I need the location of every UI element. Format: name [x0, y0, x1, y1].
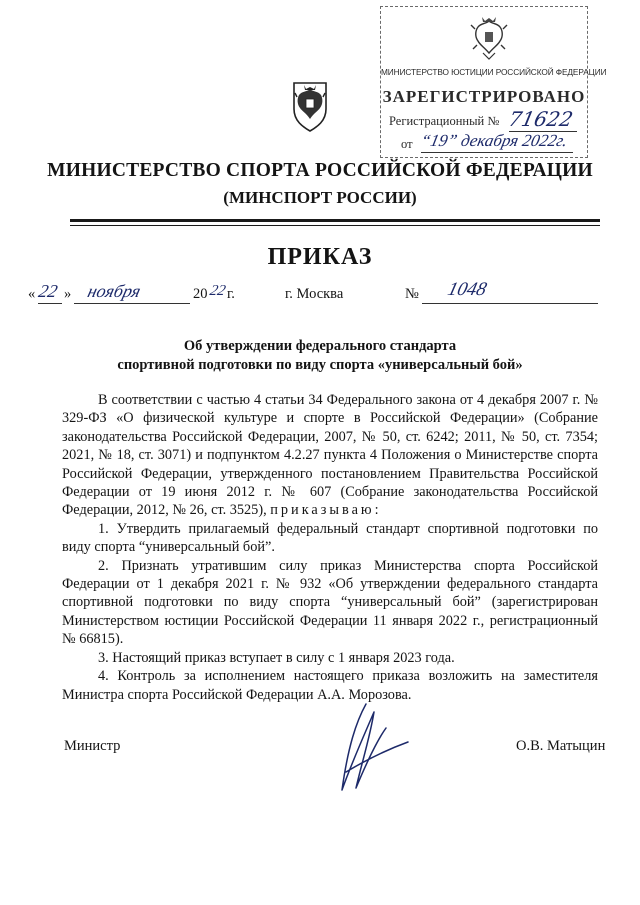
handwritten-signature [326, 702, 426, 794]
open-quote: « [28, 286, 36, 302]
body-paragraph-4: 3. Настоящий приказ вступает в силу с 1 января 2023 года. [98, 649, 455, 666]
stamp-date-label: от [401, 137, 413, 151]
signatory-name: О.В. Матыцин [516, 738, 606, 754]
document-type-title: ПРИКАЗ [267, 244, 373, 270]
stamp-regnum-value: 71622 [506, 107, 576, 131]
coat-of-arms-icon [287, 79, 333, 133]
close-quote: » [64, 286, 72, 302]
stamp-ministry-name: МИНИСТЕРСТВО ЮСТИЦИИ РОССИЙСКОЙ ФЕДЕРАЦИИ [381, 67, 607, 77]
order-body [62, 391, 598, 704]
ministry-short-name: (МИНСПОРТ РОССИИ) [223, 188, 417, 207]
number-underline [422, 303, 598, 304]
date-row [28, 279, 628, 307]
date-month: ноября [85, 281, 143, 301]
ministry-title: МИНИСТЕРСТВО СПОРТА РОССИЙСКОЙ ФЕДЕРАЦИИ [47, 160, 593, 181]
registration-stamp [380, 6, 607, 158]
order-heading [0, 337, 640, 375]
stamp-date-value: “19” декабря 2022г. [419, 131, 570, 150]
order-word: приказываю: [270, 502, 382, 519]
header-rule-thin [70, 225, 600, 226]
heading-line-2: спортивной подготовки по виду спорта «универсальный бой» [117, 357, 523, 373]
number-label: № [405, 286, 419, 302]
date-year-unit: г. [227, 286, 235, 302]
double-headed-eagle-icon [469, 15, 509, 61]
stamp-regnum-label: Регистрационный № [389, 114, 500, 128]
date-day: 22 [36, 281, 60, 301]
body-paragraph-3: 2. Признать утратившим силу приказ Министерства спорта Российской Федерации от 1 декабря 2021 г. № 932 «Об утверждении федерального стандарта спортивной подготовки по виду спорта “универсальный бой” (зарегистрирован Министерством юстиции Российской Федерации 11 января 2022 г., регистрационный № 66815). [62, 557, 598, 648]
heading-line-1: Об утверждении федерального стандарта [183, 338, 457, 354]
order-number: 1048 [445, 279, 489, 300]
date-year-prefix: 20 [193, 286, 208, 302]
month-underline [74, 303, 190, 304]
header-rule-thick [70, 219, 600, 222]
signatory-position: Министр [64, 738, 121, 754]
body-paragraph-2: 1. Утвердить прилагаемый федеральный стандарт спортивной подготовки по виду спорта “универсальный бой”. [62, 520, 598, 556]
day-underline [38, 303, 62, 304]
date-year-suffix: 22 [208, 283, 228, 299]
city: г. Москва [285, 286, 344, 302]
stamp-registered-label: ЗАРЕГИСТРИРОВАНО [382, 87, 586, 106]
body-paragraph-5: 4. Контроль за исполнением настоящего приказа возложить на заместителя Министра спорта Российской Федерации А.А. Морозова. [62, 668, 598, 703]
preamble-text: В соответствии с частью 4 статьи 34 Федерального закона от 4 декабря 2007 г. № 329-ФЗ «О физической культуре и спорте в Российской Федерации» (Собрание законодательства Российской Федерации, 2007, № 50, ст. 6242; 2011, № 50, ст. 7354; 2021, № 18, ст. 3071) и подпунктом 4.2.27 пункта 4 Положения о Министерстве спорта Российской Федерации, утвержденного постановлением Правительства Российской Федерации от 19 июня 2012 г. № 607 (Собрание законодательства Российской Федерации, 2012, № 26, ст. 3525), [62, 392, 598, 519]
body-paragraph-1 [62, 391, 598, 520]
stamp-date-underline [421, 152, 573, 153]
